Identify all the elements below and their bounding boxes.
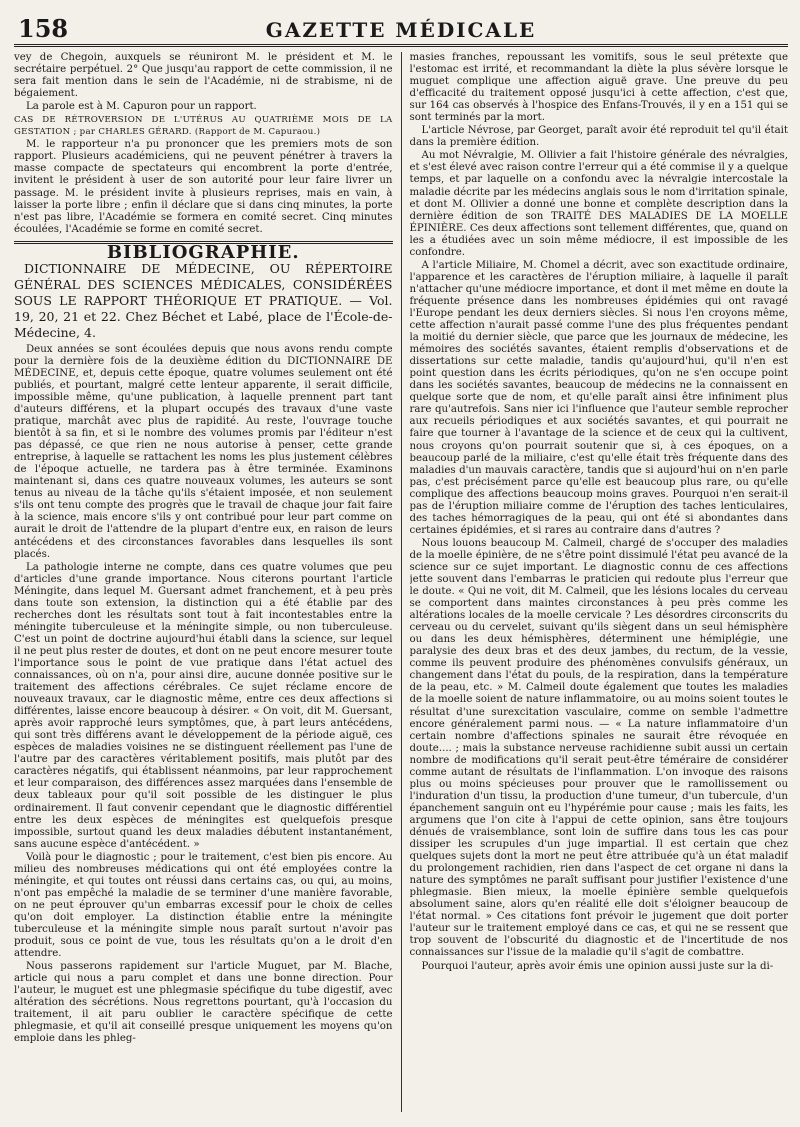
case-title: CAS DE RÉTROVERSION DE L'UTÉRUS AU QUATRIÈME MOIS DE LA GESTATION ; par CHARLES GÉRARD. (Rapport de M. Capuraou.) xyxy=(14,115,393,138)
paragraph: M. le rapporteur n'a pu prononcer que les premiers mots de son rapport. Plusieurs académiciens, qui ne peuvent pénétrer à travers la masse compacte de spectateurs qui encombrent la porte d'entrée, invitent le président à user de son autorité pour leur faire livrer un passage. M. le président invite à plusieurs reprises, mais en vain, à laisser la porte libre ; enfin il déclare que si dans cinq minutes, la porte n'est pas libre, l'Académie se formera en comité secret. Cinq minutes écoulées, l'Académie se forme en comité secret. xyxy=(14,139,393,235)
paragraph: La pathologie interne ne compte, dans ces quatre volumes que peu d'articles d'une grande importance. Nous citerons pourtant l'article Méningite, dans lequel M. Guersant admet franchement, et à peu près dans toute son extension, la distinction qui a été établie par des recherches dont les résultats sont tout à fait incontestables entre la méningite tuberculeuse et la méningite simple, ou non tuberculeuse. C'est un point de doctrine aujourd'hui établi dans la science, sur lequel il ne peut plus rester de doutes, et dont on ne peut encore mesurer toute l'importance sous le point de vue pratique dans l'état actuel des connaissances, où on n'a, pour ainsi dire, aucune donnée positive sur le traitement des affections cérébrales. Ce sujet réclame encore de nouveaux travaux, car le diagnostic même, entre ces deux affections si différentes, laisse encore beaucoup à désirer. « On voit, dit M. Guersant, après avoir rapproché leurs symptômes, que, à part leurs antécédens, qui sont très différens avant le développement de la période aiguë, ces espèces de maladies voisines ne se distinguent réellement pas l'une de l'autre par des caractères véritablement positifs, mais plutôt par des caractères négatifs, qui établissent néanmoins, par leur rapprochement et leur comparaison, des différences assez marquées dans l'ensemble de deux tableaux pour qu'il soit possible de les distinguer le plus ordinairement. Il faut convenir cependant que le diagnostic différentiel entre les deux espèces de méningites est quelquefois presque impossible, surtout quand les deux maladies débutent instantanément, sans aucune espèce d'antécédent. » xyxy=(14,561,393,850)
paragraph: Nous passerons rapidement sur l'article Muguet, par M. Blache, article qui nous a paru complet et dans une bonne direction. Pour l'auteur, le muguet est une phlegmasie spécifique du tube digestif, avec altération des sécrétions. Nous regrettons pourtant, qu'à l'occasion du traitement, il ait paru oublier le caractère spécifique de cette phlegmasie, et qu'il ait conseillé presque uniquement les moyens qu'on emploie dans les phleg- xyxy=(14,961,393,1045)
journal-title: GAZETTE MÉDICALE xyxy=(265,18,537,42)
column-divider xyxy=(401,52,402,1112)
paragraph: Voilà pour le diagnostic ; pour le traitement, c'est bien pis encore. Au milieu des nombreuses médications qui ont été employées contre la méningite, et qui toutes ont réussi dans certains cas, ou qui, au moins, n'ont pas empêché la maladie de se terminer d'une manière favorable, on ne peut éprouver qu'un embarras excessif pour le choix de celles qu'on doit employer. La distinction établie entre la méningite tuberculeuse et la méningite simple nous paraît surtout n'avoir pas produit, sous ce point de vue, tous les résultats qu'on a le droit d'en attendre. xyxy=(14,851,393,960)
text-columns xyxy=(14,52,788,1112)
paragraph: vey de Chegoin, auxquels se réuniront M. le président et M. le secrétaire perpétuel. 2° Que jusqu'au rapport de cette commission, il ne sera fait mention dans le sein de l'Académie, ni de strabisme, ni de bégaiement. xyxy=(14,52,393,100)
section-heading: BIBLIOGRAPHIE. xyxy=(106,241,300,263)
paragraph: Au mot Névralgie, M. Ollivier a fait l'histoire générale des névralgies, et s'est élevé avec raison contre l'erreur qui a été commise il y a quelque temps, et par laquelle on a confondu avec la névralgie intercostale la maladie décrite par les médecins anglais sous le nom d'irritation spinale, et dont M. Ollivier a donné une bonne et complète description dans la dernière édition de son TRAITÉ DES MALADIES DE LA MOELLE ÉPINIÈRE. Ces deux affections sont tellement différentes, que, quand on les a étudiées avec un soin même médiocre, il est impossible de les confondre. xyxy=(409,150,788,258)
paragraph: Nous louons beaucoup M. Calmeil, chargé de s'occuper des maladies de la moelle épinière, de ne s'être point dissimulé l'état peu avancé de la science sur ce sujet important. Le diagnostic connu de ces affections jette souvent dans l'embarras le praticien qui redoute plus l'erreur que le doute. « Qui ne voit, dit M. Calmeil, que les lésions locales du cerveau se comportent dans maintes circonstances à peu près comme les altérations locales de la moelle cervicale ? Les désordres circonscrits du cerveau ou du cervelet, suivant qu'ils siègent dans un seul hémisphère ou dans les deux hémisphères, déterminent une hémiplégie, une paralysie des deux bras et des deux jambes, du rectum, de la vessie, comme ils peuvent produire des phénomènes convulsifs généraux, un changement dans l'état du pouls, de la respiration, dans la température de la peau, etc. » M. Calmeil doute également que toutes les maladies de la moelle soient de nature inflammatoire, ou au moins soient toutes le résultat d'une surexcitation vasculaire, comme on semble l'admettre encore généralement parmi nous. — « La nature inflammatoire d'un certain nombre d'affections spinales ne saurait être révoquée en doute.... ; mais la substance nerveuse rachidienne subit aussi un certain nombre de modifications qu'il serait peut-être téméraire de considérer comme autant de résultats de l'inflammation. L'on invoque des raisons plus ou moins spécieuses pour prouver que le ramollissement ou l'induration d'un tissu, la production d'une tumeur, d'un tubercule, d'un épanchement sanguin ont eu l'hypérémie pour cause ; mais les faits, les argumens que l'on cite à l'appui de cette opinion, sans être toujours dénués de vraisemblance, sont loin de suffire dans tous les cas pour dissiper les scrupules d'un juge impartial. Il est certain que chez quelques sujets dont la mort ne peut être attribuée qu'à un état maladif du prolongement rachidien, rien dans l'aspect de cet organe ni dans la nature des symptômes ne paraît suffisant pour justifier l'existence d'une phlegmasie. Bien mieux, la moelle épinière semble quelquefois absolument saine, alors qu'en réalité elle doit s'éloigner beaucoup de l'état normal. » Ces citations font prévoir le jugement que doit porter l'auteur sur le traitement employé dans ce cas, et qui ne se ressent que trop souvent de l'obscurité du diagnostic et de l'incertitude de nos connaissances sur l'issue de la maladie qu'il s'agit de combattre. xyxy=(409,537,788,959)
page-header xyxy=(14,14,788,47)
page-number: 158 xyxy=(18,14,69,43)
left-column xyxy=(14,52,393,1112)
paragraph: La parole est à M. Capuron pour un rapport. xyxy=(26,101,257,113)
book-reference: DICTIONNAIRE DE MÉDECINE, OU RÉPERTOIRE GÉNÉRAL DES SCIENCES MÉDICALES, CONSIDÉRÉES SOUS LE RAPPORT THÉORIQUE ET PRATIQUE. — Vol. 19, 20, 21 et 22. Chez Béchet et Labé, place de l'École-de-Médecine, 4. xyxy=(14,260,393,340)
paragraph: Deux années se sont écoulées depuis que nous avons rendu compte pour la dernière fois de la deuxième édition du DICTIONNAIRE DE MÉDECINE, et, depuis cette époque, quatre volumes seulement ont été publiés, et pourtant, malgré cette lenteur apparente, il serait difficile, impossible même, qu'une publication, à laquelle prennent part tant d'auteurs différens, et la plupart occupés des travaux d'une vaste pratique, marchât avec plus de rapidité. Au reste, l'ouvrage touche bientôt à sa fin, et si le nombre des volumes promis par l'éditeur n'est pas dépassé, ce que rien ne nous autorise à penser, cette grande entreprise, à laquelle se rattachent les noms les plus justement célèbres de l'époque actuelle, ne tardera pas à être terminée. Examinons maintenant si, dans ces quatre nouveaux volumes, les auteurs se sont tenus au niveau de la tâche qu'ils s'étaient imposée, et non seulement s'ils ont tenu compte des progrès que le travail de chaque jour fait faire à la science, mais encore s'ils y ont contribué pour leur part comme on aurait le droit de l'attendre de la plupart d'entre eux, en raison de leurs antécédens et des circonstances favorables dans lesquelles ils sont placés. xyxy=(14,343,393,560)
paragraph: L'article Névrose, par Georget, paraît avoir été reproduit tel qu'il était dans la première édition. xyxy=(409,125,788,149)
paragraph: A l'article Miliaire, M. Chomel a décrit, avec son exactitude ordinaire, l'apparence et les caractères de l'éruption miliaire, à laquelle il paraît n'attacher qu'une médiocre importance, et dont il met même en doute la fréquente présence dans les nombreuses épidémies qui ont ravagé l'Europe pendant les deux derniers siècles. Si nous l'en croyons même, cette affection n'aurait passé comme l'une des plus fréquentes pendant la moitié du dernier siècle, que parce que les journaux de médecine, les mémoires des sociétés savantes, étaient remplis d'observations et de dissertations sur cette maladie, tandis qu'aujourd'hui, qu'il n'en est point question dans les écrits périodiques, qu'on ne s'en occupe point dans les sociétés savantes, beaucoup de médecins ne la connaissent en quelque sorte que de nom, et qu'elle paraît ainsi être infiniment plus rare qu'autrefois. Sans nier ici l'influence que l'auteur semble reprocher aux recueils périodiques et aux sociétés savantes, et qui pourrait ne faire que tourner à l'avantage de la science et de ceux qui la cultivent, nous croyons qu'on pourrait soutenir que si, à ces époques, on a beaucoup parlé de la miliaire, c'est qu'elle était très fréquente dans des maladies d'un mauvais caractère, tandis que si aujourd'hui on n'en parle pas, c'est précisément parce qu'elle est beaucoup plus rare, ou qu'elle complique des affections beaucoup moins graves. Pourquoi n'en serait-il pas de l'éruption miliaire comme de l'éruption des taches lenticulaires, des taches hémorragiques de la peau, qui ont été si abondantes dans certaines épidémies, et si rares au contraire dans d'autres ? xyxy=(409,259,788,536)
right-column xyxy=(410,52,789,1112)
paragraph: masies franches, repoussant les vomitifs, sous le seul prétexte que l'estomac est irrité, et recommandant la diète la plus sévère lorsque le muguet complique une affection aiguë grave. Une preuve du peu d'efficacité du traitement opposé jusqu'ici à cette affection, c'est que, sur 164 cas observés à l'hospice des Enfans-Trouvés, il y en a 151 qui se sont terminés par la mort. xyxy=(409,52,788,124)
paragraph: Pourquoi l'auteur, après avoir émis une opinion aussi juste sur la di- xyxy=(421,960,774,972)
